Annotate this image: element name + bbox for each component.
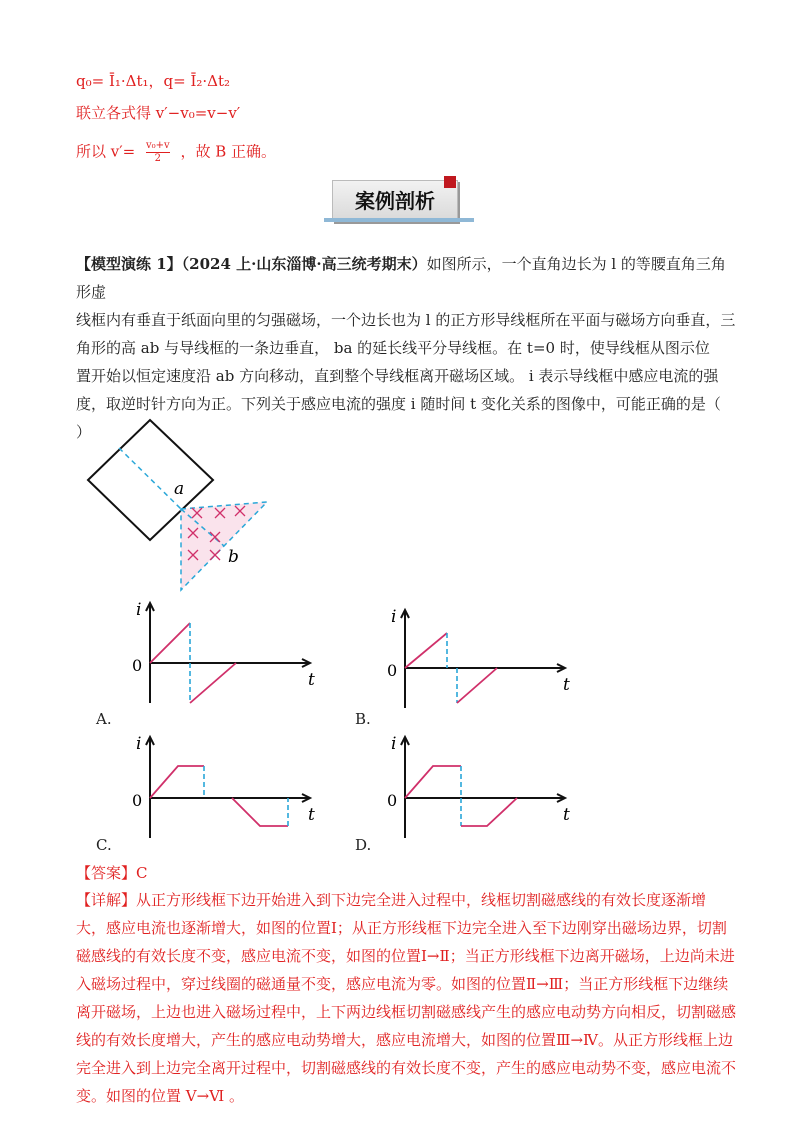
banner-base [324, 218, 474, 222]
fraction [146, 140, 170, 165]
explanation-body: 从正方形线框下边开始进入到下边完全进入过程中，线框切割磁感线的有效长度逐渐增大，感应电流也逐渐增大，如图的位置Ⅰ；从正方形线框下边完全进入至下边刚穿出磁场边界，切割磁感线的有效长度不变，感应电流不变，如图的位置Ⅰ→Ⅱ；当正方形线框下边离开磁场，上边尚未进入磁场过程中，穿过线圈的磁通量不变，感应电流为零。如图的位置Ⅱ→Ⅲ；当正方形线框下边继续离开磁场，上边也进入磁场过程中，上下两边线框切割磁感线产生的感应电动势方向相反，切割磁感线的有效长度增大，产生的感应电动势增大，感应电流增大，如图的位置Ⅲ→Ⅳ。从正方形线框上边完全进入到上边完全离开过程中，切割磁感线的有效长度不变，产生的感应电动势不变，感应电流不变。如图的位置 Ⅴ→Ⅵ 。 [76, 891, 737, 1105]
origin-label: 0 [132, 656, 143, 675]
axis-label-i: i [391, 734, 397, 754]
axis-label-i: i [391, 607, 397, 627]
option-c-plot [130, 732, 330, 832]
positive-segment [405, 766, 461, 798]
negative-segment [461, 798, 517, 826]
option-c-label[interactable]: C. [96, 836, 112, 854]
fraction-numerator: v₀+v [146, 140, 170, 151]
rising-segment [150, 623, 190, 663]
problem-line-4: 置开始以恒定速度沿 ab 方向移动，直到整个导线框离开磁场区域。 i 表示导线框中感应电流的强 [76, 367, 719, 385]
section-banner: 案例剖析 [332, 180, 458, 222]
problem-text [76, 250, 736, 446]
axis-label-i: i [136, 600, 142, 620]
explanation-label: 【详解】 [76, 891, 137, 909]
problem-figure [80, 420, 280, 600]
axis-label-t: t [308, 805, 315, 825]
option-a-label[interactable]: A. [96, 710, 112, 728]
banner-accent [444, 176, 456, 188]
explanation-text [76, 886, 736, 1110]
negative-segment [457, 668, 497, 703]
positive-segment [150, 766, 204, 798]
negative-segment [190, 663, 236, 703]
origin-label: 0 [132, 791, 143, 810]
problem-line-6: ） [76, 423, 92, 441]
problem-line-1 [76, 250, 736, 306]
label-b: b [228, 547, 239, 567]
axis-label-t: t [563, 675, 570, 695]
problem-line-2: 线框内有垂直于纸面向里的匀强磁场，一个边长也为 l 的正方形导线框所在平面与磁场方向垂直，三 [76, 311, 736, 329]
option-a-plot [130, 598, 330, 713]
problem-line-5: 度，取逆时针方向为正。下列关于感应电流的强度 i 随时间 t 变化关系的图像中，可能正确的是（ [76, 395, 721, 413]
q-equation-line: q₀= Ī₁·Δt₁，q= Ī₂·Δt₂ [76, 72, 231, 90]
option-d-plot [385, 732, 585, 832]
axis-label-t: t [563, 805, 570, 825]
axis-label-i: i [136, 734, 142, 754]
option-d-label[interactable]: D. [355, 836, 372, 854]
fraction-denominator: 2 [154, 153, 162, 164]
negative-segment [232, 798, 288, 826]
rising-segment [405, 633, 447, 668]
problem-tag: 【模型演练 1】 [76, 255, 182, 273]
problem-line-3: 角形的高 ab 与导线框的一条边垂直， ba 的延长线平分导线框。在 t=0 时，使导线框从图示位 [76, 339, 710, 357]
conclusion-line [76, 140, 276, 165]
answer-line: 【答案】C [76, 864, 148, 882]
extension-line [119, 448, 181, 509]
label-a: a [174, 479, 185, 499]
axis-label-t: t [308, 670, 315, 690]
option-b-label[interactable]: B. [355, 710, 371, 728]
origin-label: 0 [387, 661, 398, 680]
problem-source: （2024 上·山东淄博·高三统考期末） [181, 255, 427, 273]
problem-line-1-text: 如图所示，一个直角边长为 l 的等腰直角三角形虚 [76, 255, 726, 301]
conclusion-suffix: ，故 B 正确。 [180, 142, 277, 161]
option-b-plot [385, 605, 585, 710]
combine-equation-line: 联立各式得 v′−v₀=v−v′ [76, 104, 241, 122]
origin-label: 0 [387, 791, 398, 810]
conclusion-prefix: 所以 v′= [76, 142, 136, 161]
